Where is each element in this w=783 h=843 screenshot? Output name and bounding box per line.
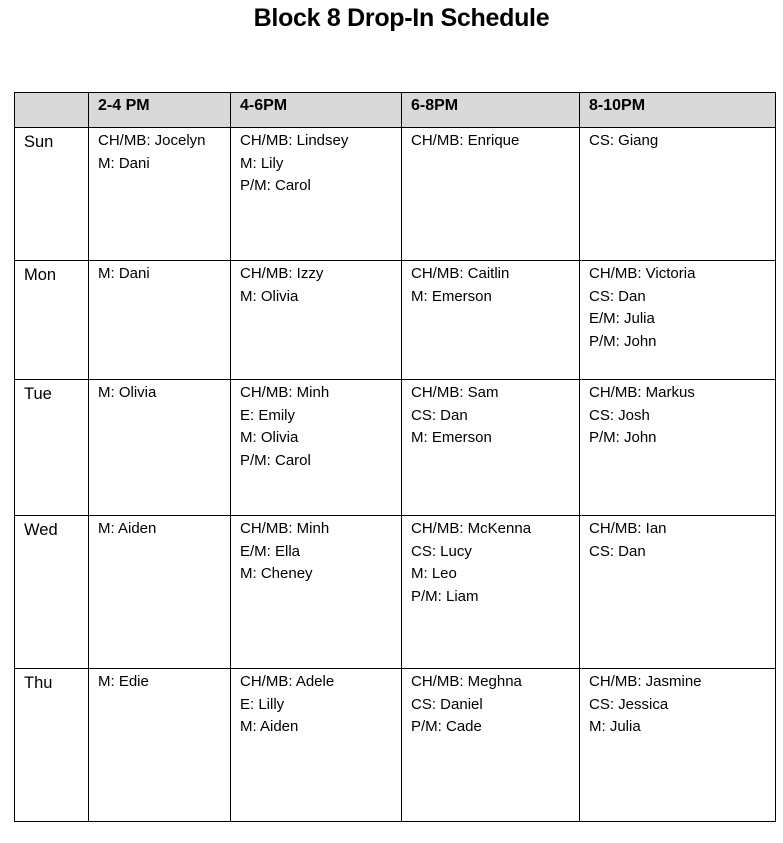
slot-cell xyxy=(89,128,231,261)
slot-entry: M: Dani xyxy=(98,265,150,282)
slot-entry: E/M: Julia xyxy=(589,310,655,327)
slot-cell xyxy=(231,261,402,380)
slot-cell xyxy=(402,516,580,669)
slot-entry: E: Emily xyxy=(240,406,296,424)
slot-entry: M: Olivia xyxy=(240,429,299,446)
slot-entry: M: Edie xyxy=(98,673,149,690)
slot-entry: E: Lilly xyxy=(240,695,285,713)
slot-cell xyxy=(580,380,776,516)
slot-entry: M: Emerson xyxy=(411,287,492,305)
slot-entry: CH/MB: Sam xyxy=(411,384,499,401)
slot-entry: P/M: Carol xyxy=(240,177,311,194)
slot-entry: CH/MB: Victoria xyxy=(589,265,696,282)
slot-cell xyxy=(580,669,776,822)
slot-cell xyxy=(402,261,580,380)
slot-entry: M: Olivia xyxy=(98,384,157,401)
slot-cell xyxy=(580,261,776,380)
slot-cell xyxy=(89,669,231,822)
slot-entry: P/M: Liam xyxy=(411,587,479,605)
slot-entry: P/M: John xyxy=(589,332,657,350)
day-label: Wed xyxy=(15,516,89,669)
slot-entry: M: Cheney xyxy=(240,565,313,582)
day-label: Mon xyxy=(15,261,89,380)
slot-entry: CH/MB: Jasmine xyxy=(589,673,702,690)
slot-cell xyxy=(402,380,580,516)
slot-entry: CH/MB: Ian xyxy=(589,520,667,537)
slot-entry: CH/MB: Markus xyxy=(589,384,695,401)
slot-entry: CH/MB: Adele xyxy=(240,673,335,690)
slot-cell xyxy=(231,516,402,669)
slot-cell xyxy=(231,380,402,516)
slot-entry: M: Dani xyxy=(98,154,150,172)
slot-entry: CS: Dan xyxy=(411,406,468,424)
slot-entry: CH/MB: Enrique xyxy=(411,132,520,149)
slot-entry: CH/MB: Izzy xyxy=(240,265,324,282)
slot-cell xyxy=(89,516,231,669)
table-row-sun xyxy=(15,128,776,261)
slot-cell xyxy=(231,669,402,822)
slot-entry: P/M: Carol xyxy=(240,451,311,469)
table-row-thu xyxy=(15,669,776,822)
schedule-table xyxy=(14,92,776,822)
slot-cell xyxy=(402,669,580,822)
slot-entry: P/M: John xyxy=(589,429,657,446)
slot-cell xyxy=(580,516,776,669)
slot-entry: CS: Jessica xyxy=(589,695,669,713)
slot-entry: E/M: Ella xyxy=(240,542,301,560)
slot-entry: CH/MB: Lindsey xyxy=(240,132,349,149)
slot-entry: M: Aiden xyxy=(98,520,157,537)
slot-entry: CS: Dan xyxy=(589,287,646,305)
slot-cell xyxy=(231,128,402,261)
slot-entry: CS: Daniel xyxy=(411,695,483,713)
slot-entry: CH/MB: Minh xyxy=(240,384,330,401)
header-2-4pm: 2-4 PM xyxy=(89,93,231,128)
slot-entry: CS: Dan xyxy=(589,542,646,560)
header-corner xyxy=(15,93,89,128)
slot-entry: CS: Lucy xyxy=(411,542,472,560)
slot-cell xyxy=(89,380,231,516)
slot-entry: M: Lily xyxy=(240,154,284,172)
slot-entry: M: Julia xyxy=(589,718,641,735)
header-4-6pm: 4-6PM xyxy=(231,93,402,128)
slot-entry: P/M: Cade xyxy=(411,718,482,735)
slot-entry: CH/MB: Meghna xyxy=(411,673,522,690)
day-label: Thu xyxy=(15,669,89,822)
slot-entry: CH/MB: Caitlin xyxy=(411,265,510,282)
table-row-tue xyxy=(15,380,776,516)
slot-entry: M: Olivia xyxy=(240,287,299,305)
slot-entry: CH/MB: McKenna xyxy=(411,520,532,537)
slot-entry: CH/MB: Jocelyn xyxy=(98,132,206,149)
slot-entry: M: Aiden xyxy=(240,718,299,735)
slot-entry: CH/MB: Minh xyxy=(240,520,330,537)
table-row-wed xyxy=(15,516,776,669)
slot-entry: M: Leo xyxy=(411,565,457,582)
slot-entry: CS: Giang xyxy=(589,132,659,149)
slot-entry: M: Emerson xyxy=(411,429,492,446)
slot-cell xyxy=(89,261,231,380)
slot-cell xyxy=(402,128,580,261)
slot-cell xyxy=(580,128,776,261)
page-title: Block 8 Drop-In Schedule xyxy=(253,4,550,32)
table-row-mon xyxy=(15,261,776,380)
header-6-8pm: 6-8PM xyxy=(402,93,580,128)
day-label: Sun xyxy=(15,128,89,261)
slot-entry: CS: Josh xyxy=(589,406,650,424)
header-8-10pm: 8-10PM xyxy=(580,93,776,128)
header-row xyxy=(15,93,776,128)
day-label: Tue xyxy=(15,380,89,516)
